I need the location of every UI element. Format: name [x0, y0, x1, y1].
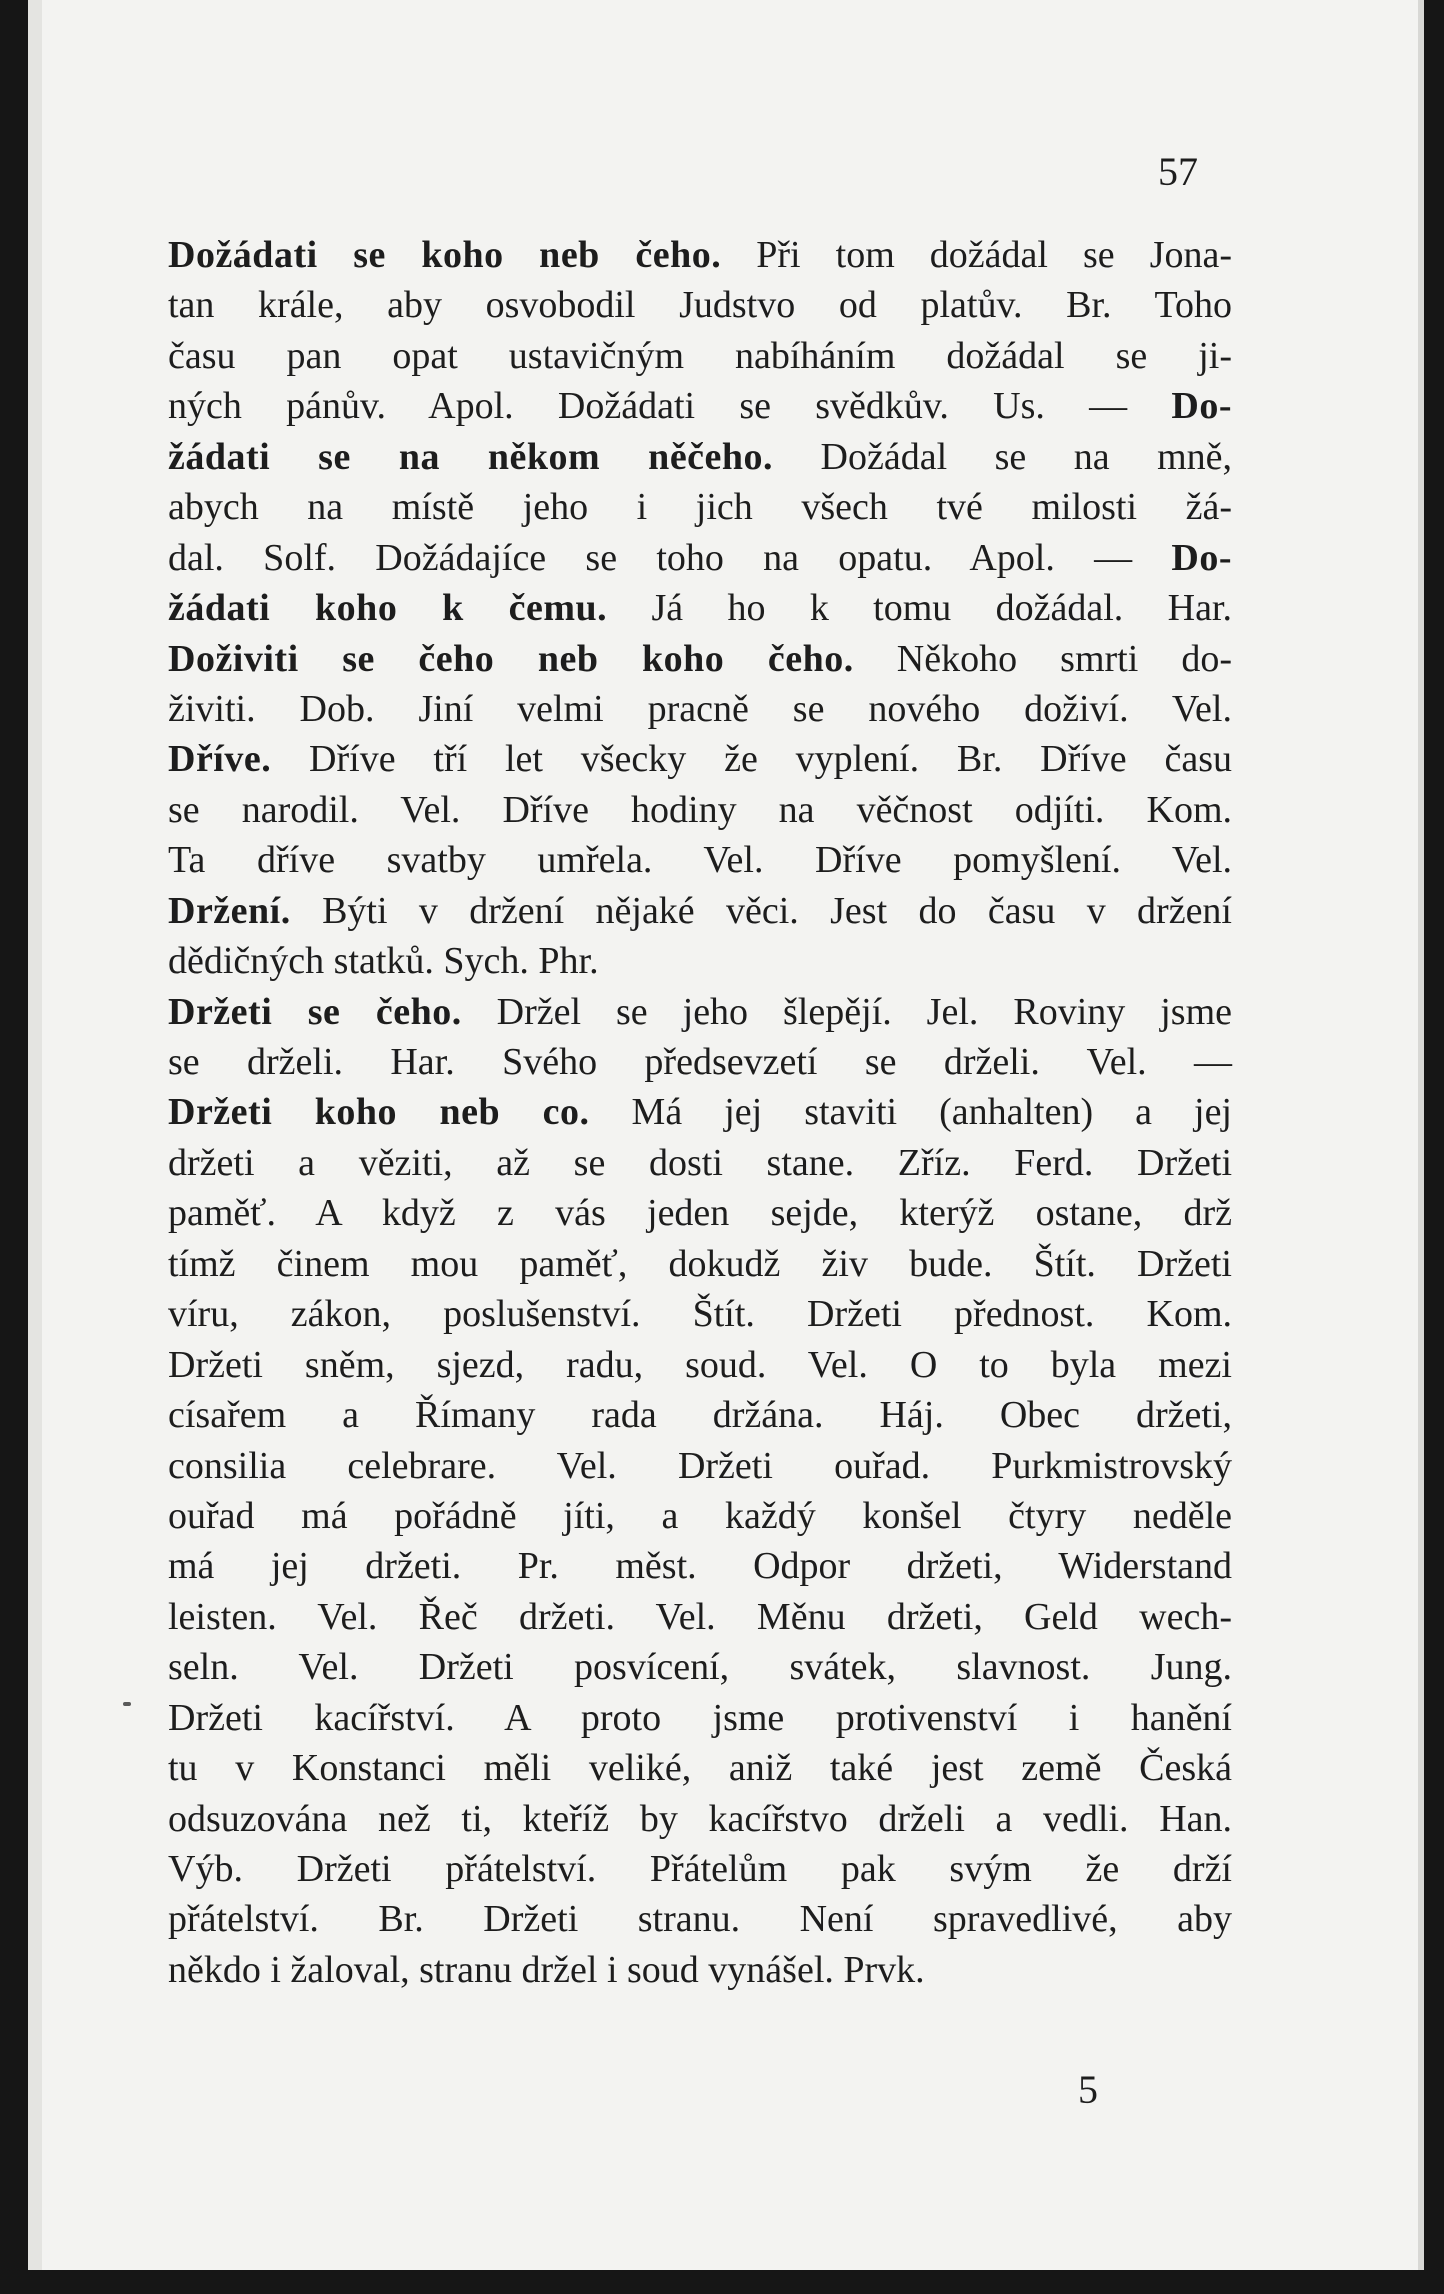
text-segment: Držeti kacířství. A proto jsme protivenství i hanění [168, 1696, 1232, 1739]
text-segment: někdo i žaloval, stranu držel i soud vynášel. Prvk. [168, 1948, 925, 1991]
text-segment: leisten. Vel. Řeč držeti. Vel. Měnu držeti, Geld wech- [168, 1595, 1232, 1638]
text-line [168, 886, 1232, 936]
text-segment: dědičných statků. Sych. Phr. [168, 940, 599, 983]
text-segment: ouřad má pořádně jíti, a každý konšel čtyry neděle [168, 1494, 1232, 1537]
text-segment: se drželi. Har. Svého předsevzetí se drželi. Vel. — [168, 1041, 1232, 1083]
text-line [168, 684, 1232, 734]
text-line [168, 1087, 1232, 1137]
text-segment: seln. Vel. Držeti posvícení, svátek, slavnost. Jung. [168, 1646, 1232, 1689]
text-line [168, 987, 1232, 1037]
text-segment: dal. Solf. Dožádajíce se toho na opatu. Apol. — [168, 536, 1172, 579]
text-segment: ných pánův. Apol. Dožádati se svědkův. Us. — [168, 385, 1172, 428]
text-line [168, 1693, 1232, 1743]
text-line [168, 432, 1232, 482]
text-line [168, 1945, 1232, 1995]
signature-mark: 5 [1078, 2067, 1098, 2112]
text-segment: Dožádal se na mně, [773, 435, 1233, 478]
headword: žádati koho k čemu. [168, 587, 608, 630]
text-line [168, 1390, 1232, 1440]
text-line [168, 533, 1232, 583]
text-line [168, 381, 1232, 431]
text-line [168, 1340, 1232, 1390]
text-segment: má jej držeti. Pr. měst. Odpor držeti, Widerstand [168, 1545, 1232, 1588]
text-line [168, 1743, 1232, 1793]
text-segment: Má jej staviti (anhalten) a jej [589, 1091, 1232, 1134]
text-segment: Držeti sněm, sjezd, radu, soud. Vel. O to byla mezi [168, 1343, 1232, 1386]
text-segment: Při tom dožádal se Jona- [721, 234, 1232, 276]
text-segment: odsuzována než ti, kteříž by kacířstvo drželi a vedli. Han. [168, 1797, 1232, 1840]
text-segment: consilia celebrare. Vel. Držeti ouřad. Purkmistrovský [168, 1444, 1232, 1487]
text-segment: tu v Konstanci měli veliké, aniž také jest země Česká [168, 1747, 1232, 1790]
text-line [168, 1037, 1232, 1087]
text-line [168, 1289, 1232, 1339]
text-line [168, 1794, 1232, 1844]
text-segment: Dříve tří let všecky že vyplení. Br. Dříve času [271, 738, 1232, 781]
text-line [168, 331, 1232, 381]
text-line [168, 1441, 1232, 1491]
dictionary-text [168, 230, 1232, 1995]
text-line [168, 482, 1232, 532]
headword: Držeti se čeho. [168, 990, 462, 1033]
text-line [168, 835, 1232, 885]
text-segment: víru, zákon, poslušenství. Štít. Držeti přednost. Kom. [168, 1293, 1232, 1336]
text-line [168, 936, 1232, 986]
page-edge [28, 0, 42, 2270]
text-line [168, 1844, 1232, 1894]
headword: Držeti koho neb co. [168, 1091, 590, 1134]
headword: Dožádati se koho neb čeho. [168, 234, 722, 276]
text-segment: přátelství. Br. Držeti stranu. Není spravedlivé, aby [168, 1898, 1232, 1941]
text-line [168, 230, 1232, 280]
text-segment: času pan opat ustavičným nabíháním dožádal se ji- [168, 334, 1232, 377]
text-line [168, 1188, 1232, 1238]
text-line [168, 1239, 1232, 1289]
text-segment: Výb. Držeti přátelství. Přátelům pak svým že drží [168, 1848, 1232, 1890]
text-line [168, 1642, 1232, 1692]
headword: Držení. [168, 889, 291, 932]
headword: žádati se na někom něčeho. [168, 435, 774, 478]
headword: Do- [1171, 536, 1232, 579]
text-segment: držeti a věziti, až se dosti stane. Zříz. Ferd. Držeti [168, 1141, 1232, 1184]
text-line [168, 1138, 1232, 1188]
book-page [28, 0, 1424, 2270]
headword: Doživiti se čeho neb koho čeho. [168, 637, 854, 680]
text-segment: živiti. Dob. Jiní velmi pracně se nového doživí. Vel. [168, 687, 1232, 730]
text-segment: tímž činem mou paměť, dokudž živ bude. Štít. Držeti [168, 1242, 1232, 1285]
text-segment: paměť. A když z vás jeden sejde, kterýž ostane, drž [168, 1192, 1232, 1235]
text-segment: Držel se jeho šlepějí. Jel. Roviny jsme [461, 990, 1232, 1033]
text-segment: abych na místě jeho i jich všech tvé milosti žá- [168, 486, 1232, 529]
page-number: 57 [1158, 149, 1198, 194]
text-line [168, 1491, 1232, 1541]
text-line [168, 280, 1232, 330]
text-line [168, 1541, 1232, 1591]
text-segment: tan krále, aby osvobodil Judstvo od platův. Br. Toho [168, 284, 1232, 327]
text-segment: císařem a Římany rada držána. Háj. Obec držeti, [168, 1394, 1232, 1437]
text-segment: se narodil. Vel. Dříve hodiny na věčnost odjíti. Kom. [168, 788, 1232, 831]
text-line [168, 1592, 1232, 1642]
text-segment: Ta dříve svatby umřela. Vel. Dříve pomyšlení. Vel. [168, 839, 1232, 882]
text-line [168, 583, 1232, 633]
text-line [168, 1894, 1232, 1944]
text-segment: Někoho smrti do- [853, 637, 1232, 680]
headword: Dříve. [168, 738, 272, 781]
text-line [168, 634, 1232, 684]
print-speck [123, 1702, 131, 1706]
text-segment: Býti v držení nějaké věci. Jest do času v držení [290, 889, 1232, 932]
text-line [168, 785, 1232, 835]
headword: Do- [1171, 385, 1232, 428]
text-line [168, 734, 1232, 784]
text-segment: Já ho k tomu dožádal. Har. [607, 587, 1232, 630]
